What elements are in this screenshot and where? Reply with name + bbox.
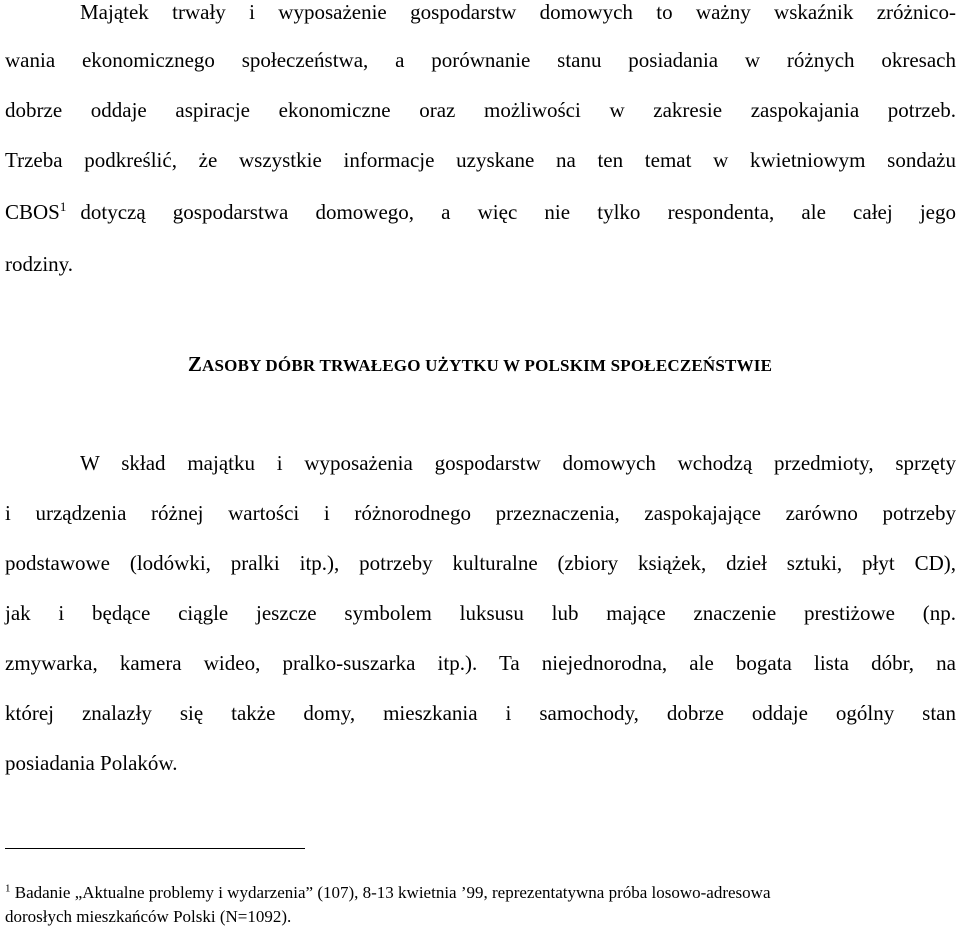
paragraph-1-line-3: dobrze oddaje aspiracje ekonomiczne oraz możliwości w zakresie zaspokajania potrzeb. bbox=[5, 98, 956, 122]
footnote-line-2: dorosłych mieszkańców Polski (N=1092). bbox=[5, 907, 292, 926]
footnote-text-1: Badanie „Aktualne problemy i wydarzenia” (107), 8-13 kwietnia ’99, reprezentatywna próba losowo-adresowa bbox=[14, 883, 771, 902]
section-heading-initial: Z bbox=[187, 352, 203, 376]
footnote-mark: 1 bbox=[5, 882, 11, 895]
paragraph-1-line-5-rest: dotyczą gospodarstwa domowego, a więc nie tylko respondenta, ale całej jego bbox=[80, 200, 956, 224]
cbos-text: CBOS bbox=[5, 200, 60, 224]
paragraph-2-line-6: której znalazły się także domy, mieszkania i samochody, dobrze oddaje ogólny stan bbox=[5, 701, 956, 725]
paragraph-2-line-4: jak i będące ciągle jeszcze symbolem luksusu lub mające znaczenie prestiżowe (np. bbox=[5, 601, 956, 625]
footnote-reference: 1 bbox=[59, 199, 67, 214]
paragraph-1-line-1: Majątek trwały i wyposażenie gospodarstw domowych to ważny wskaźnik zróżnico- bbox=[80, 0, 956, 24]
footnote-separator bbox=[5, 848, 305, 849]
paragraph-1-line-2: wania ekonomicznego społeczeństwa, a porównanie stanu posiadania w różnych okresach bbox=[5, 48, 956, 72]
paragraph-2-line-3: podstawowe (lodówki, pralki itp.), potrzeby kulturalne (zbiory książek, dzieł sztuki, płyt CD), bbox=[5, 551, 956, 575]
paragraph-1-line-5 bbox=[5, 200, 956, 224]
cbos-word bbox=[5, 200, 66, 224]
section-heading-rest: ASOBY DÓBR TRWAŁEGO UŻYTKU W POLSKIM SPOŁECZEŃSTWIE bbox=[202, 356, 773, 375]
section-heading bbox=[0, 352, 960, 378]
paragraph-1-line-4: Trzeba podkreślić, że wszystkie informacje uzyskane na ten temat w kwietniowym sondażu bbox=[5, 148, 956, 172]
paragraph-2-line-1: W skład majątku i wyposażenia gospodarstw domowych wchodzą przedmioty, sprzęty bbox=[80, 451, 956, 475]
footnote-line-1 bbox=[5, 883, 771, 903]
paragraph-2-line-7: posiadania Polaków. bbox=[5, 751, 178, 775]
paragraph-2-line-5: zmywarka, kamera wideo, pralko-suszarka itp.). Ta niejednorodna, ale bogata lista dóbr, na bbox=[5, 651, 956, 675]
paragraph-2-line-2: i urządzenia różnej wartości i różnorodnego przeznaczenia, zaspokajające zarówno potrzeby bbox=[5, 501, 956, 525]
paragraph-1-line-6: rodziny. bbox=[5, 252, 74, 276]
